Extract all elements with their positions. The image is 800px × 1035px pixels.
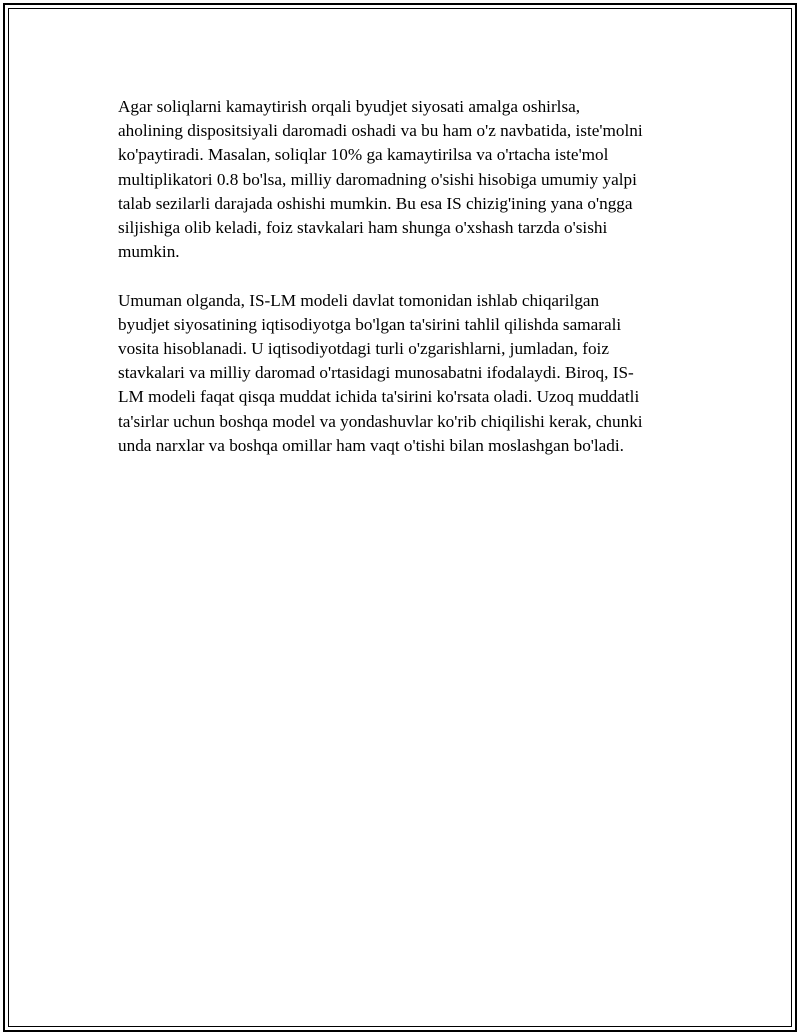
text-line: ta'sirlar uchun boshqa model va yondashuvlar ko'rib chiqilishi kerak, chunki: [118, 411, 643, 431]
paragraph-1: [118, 95, 678, 264]
text-line: siljishiga olib keladi, foiz stavkalari ham shunga o'xshash tarzda o'sishi: [118, 218, 608, 238]
text-line: LM modeli faqat qisqa muddat ichida ta'sirini ko'rsata oladi. Uzoq muddatli: [118, 387, 640, 407]
text-line: multiplikatori 0.8 bo'lsa, milliy daromadning o'sishi hisobiga umumiy yalpi: [118, 169, 637, 189]
document-page: [3, 3, 797, 1032]
text-line: unda narxlar va boshqa omillar ham vaqt o'tishi bilan moslashgan bo'ladi.: [118, 435, 624, 455]
paragraph-2: [118, 289, 678, 458]
text-line: ko'paytiradi. Masalan, soliqlar 10% ga kamaytirilsa va o'rtacha iste'mol: [118, 145, 609, 165]
document-body: [118, 95, 678, 482]
text-line: mumkin.: [118, 242, 180, 262]
text-line: aholining dispositsiyali daromadi oshadi va bu ham o'z navbatida, iste'molni: [118, 121, 643, 141]
text-line: Agar soliqlarni kamaytirish orqali byudjet siyosati amalga oshirlsa,: [118, 97, 581, 116]
text-line: byudjet siyosatining iqtisodiyotga bo'lgan ta'sirini tahlil qilishda samarali: [118, 314, 622, 334]
text-line: stavkalari va milliy daromad o'rtasidagi munosabatni ifodalaydi. Biroq, IS-: [118, 363, 634, 383]
text-line: Umuman olganda, IS-LM modeli davlat tomonidan ishlab chiqarilgan: [118, 290, 600, 310]
text-line: talab sezilarli darajada oshishi mumkin. Bu esa IS chizig'ining yana o'ngga: [118, 193, 633, 213]
text-line: vosita hisoblanadi. U iqtisodiyotdagi turli o'zgarishlarni, jumladan, foiz: [118, 339, 609, 359]
